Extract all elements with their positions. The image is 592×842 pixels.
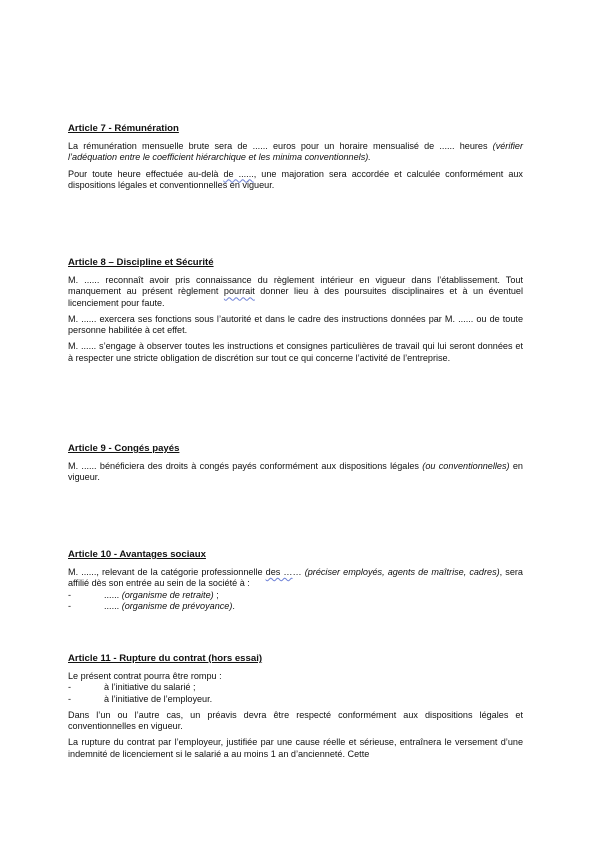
article-11-title: Article 11 - Rupture du contrat (hors essai) — [68, 653, 263, 664]
list-item-text: (organisme de prévoyance) — [121, 600, 233, 611]
article-8-paragraph-3: M. ...... s’engage à observer toutes les instructions et consignes particulières de travail qui lui seront données et à respecter une stricte obligation de discrétion sur tout ce qui concerne l’activité de l’entreprise. — [68, 341, 523, 363]
list-item-tail: ; — [213, 589, 219, 600]
article-9-title: Article 9 - Congés payés — [68, 443, 180, 454]
list-item-text: (organisme de retraite) — [121, 589, 214, 600]
article-9-p1-tail: en vigueur. — [68, 461, 523, 483]
list-dash: - — [68, 600, 72, 611]
article-9-p1-note: (ou conventionnelles) — [422, 461, 510, 471]
list-dash: - — [68, 693, 72, 704]
article-10-p1-note: (préciser employés, agents de maîtrise, cadres) — [304, 567, 500, 577]
article-10-p1-flagged: des … — [265, 567, 293, 577]
article-7-p1-note: (vérifier l’adéquation entre le coefficient hiérarchique et les minima conventionnels). — [68, 141, 523, 163]
article-7-p1-text: La rémunération mensuelle brute sera de ...... euros pour un horaire mensualisé de ...... heures — [68, 141, 493, 151]
article-9-paragraph-1 — [68, 461, 523, 484]
list-item-tail: . — [232, 600, 235, 611]
list-item-text: à l’initiative de l’employeur. — [104, 693, 213, 704]
article-7-paragraph-2 — [68, 169, 523, 192]
article-7-p2-flagged: de ...... — [223, 168, 254, 179]
article-11 — [68, 653, 523, 765]
list-item-dots: ...... — [104, 600, 122, 611]
article-9-p1-text: M. ...... bénéficiera des droits à congés payés conformément aux dispositions légales — [68, 461, 423, 471]
article-8-p1-tail: donner lieu à des poursuites disciplinaires et à un éventuel licenciement pour faute. — [68, 286, 523, 308]
article-8-paragraph-1 — [68, 275, 523, 309]
article-10-p1-dots: … — [292, 567, 305, 577]
article-11-list — [68, 682, 523, 705]
article-10-p1-tail: , sera affilié dès son entrée au sein de la société à : — [68, 567, 523, 589]
list-item — [68, 682, 523, 693]
list-item-dots: ...... — [104, 589, 122, 600]
article-7-p2-text: Pour toute heure effectuée au-delà — [68, 168, 224, 179]
list-item-content — [104, 590, 219, 601]
article-8-paragraph-2: M. ...... exercera ses fonctions sous l’autorité et dans le cadre des instructions données par M. ...... ou de toute personne habilitée à cet effet. — [68, 313, 523, 336]
article-11-intro: Le présent contrat pourra être rompu : — [68, 671, 222, 681]
article-10-p1-text: M. ......, relevant de la catégorie professionnelle — [68, 567, 266, 577]
article-8-p1-text: M. ...... reconnaît avoir pris connaissance du règlement intérieur en vigueur dans l’établissement. Tout manquement au présent règlement — [68, 275, 523, 297]
list-item-text: à l’initiative du salarié ; — [104, 682, 196, 693]
article-8-title: Article 8 – Discipline et Sécurité — [68, 257, 214, 268]
article-10-list — [68, 590, 523, 613]
list-item — [68, 590, 523, 601]
list-item — [68, 694, 523, 705]
list-dash: - — [68, 682, 72, 693]
article-7-paragraph-1 — [68, 141, 523, 164]
list-item-content — [104, 601, 235, 612]
article-7-title: Article 7 - Rémunération — [68, 123, 179, 134]
article-10-title: Article 10 - Avantages sociaux — [68, 549, 206, 560]
article-11-paragraph-3: La rupture du contrat par l’employeur, justifiée par une cause réelle et sérieuse, entraînera le versement d’une indemnité de licenciement si le salarié a au moins 1 an d’ancienneté. Cette — [68, 737, 523, 759]
article-8-p1-flagged: pourrait — [223, 286, 255, 297]
article-10 — [68, 549, 523, 617]
list-dash: - — [68, 589, 72, 600]
article-10-paragraph-1 — [68, 567, 523, 590]
article-7 — [68, 123, 523, 196]
article-8 — [68, 257, 523, 369]
article-7-p2-tail: , une majoration sera accordée et calculée conformément aux dispositions légales et conventionnelles en vigueur. — [68, 168, 523, 190]
article-9 — [68, 443, 523, 489]
article-11-paragraph-2: Dans l’un ou l’autre cas, un préavis devra être respecté conformément aux dispositions légales et conventionnelles en vigueur. — [68, 709, 523, 732]
list-item — [68, 601, 523, 612]
